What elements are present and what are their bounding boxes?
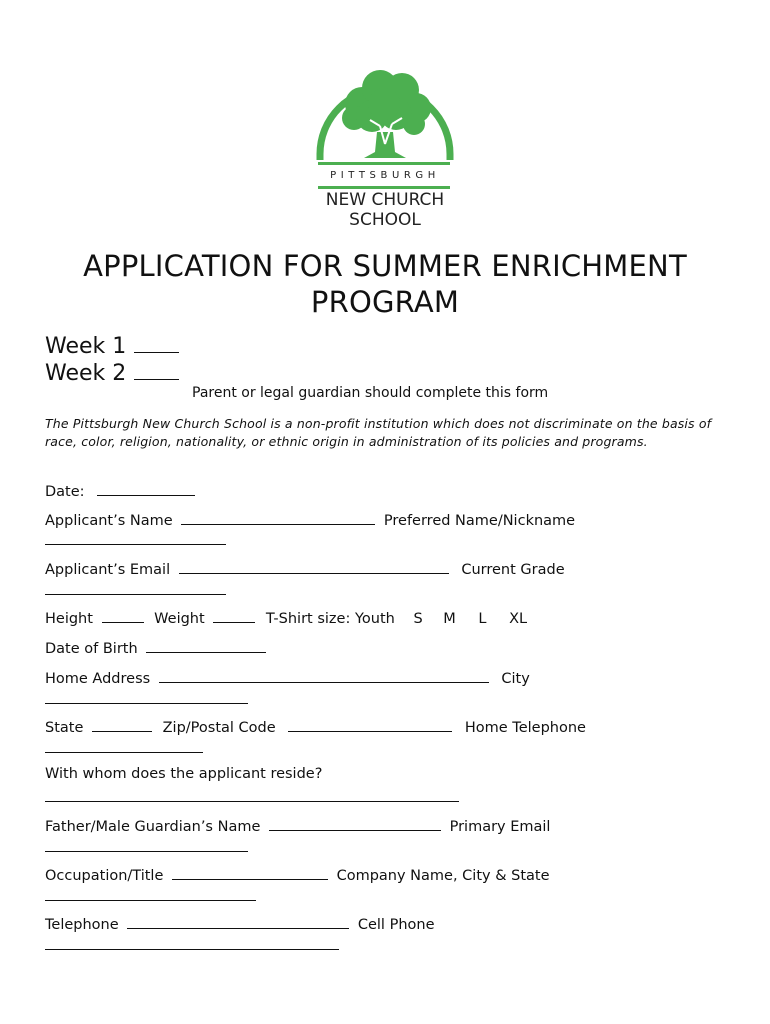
preferred-name-blank[interactable]: [45, 544, 226, 545]
applicant-name-blank[interactable]: [181, 509, 375, 525]
occupation-row: [45, 864, 550, 885]
cell-phone-blank[interactable]: [45, 949, 339, 950]
applicant-email-label: Applicant’s Email: [45, 562, 171, 578]
size-m[interactable]: M: [443, 611, 456, 627]
state-blank[interactable]: [92, 716, 152, 732]
height-blank[interactable]: [102, 607, 144, 623]
telephone-label: Telephone: [45, 917, 119, 933]
current-grade-blank[interactable]: [45, 594, 226, 595]
week-1-row: [45, 332, 179, 360]
logo-city: PITTSBURGH: [330, 170, 440, 181]
height-weight-row: [45, 607, 527, 628]
week-1-blank[interactable]: [134, 332, 179, 353]
applicant-email-row: [45, 558, 565, 579]
weight-label: Weight: [154, 611, 205, 627]
date-label: Date:: [45, 484, 85, 500]
school-logo: [314, 54, 456, 230]
telephone-blank[interactable]: [127, 913, 349, 929]
reside-blank[interactable]: [45, 801, 459, 802]
company-label: Company Name, City & State: [336, 868, 550, 884]
logo-name-line3: SCHOOL: [349, 210, 421, 230]
date-row: [45, 480, 199, 501]
size-l[interactable]: L: [478, 611, 487, 627]
home-address-blank[interactable]: [159, 667, 489, 683]
occupation-blank[interactable]: [172, 864, 328, 880]
reside-label: With whom does the applicant reside?: [45, 766, 323, 782]
page-title: APPLICATION FOR SUMMER ENRICHMENT PROGRAM: [83, 249, 687, 319]
reside-row: [45, 765, 322, 783]
policy-text: The Pittsburgh New Church School is a non-profit institution which does not discriminate on the basis of race, color, religion, nationality, or ethnic origin in administration of its policies and programs.: [45, 416, 712, 449]
preferred-name-label: Preferred Name/Nickname: [383, 513, 576, 529]
tshirt-label: T-Shirt size: Youth: [265, 611, 395, 627]
logo-band-bottom: [318, 186, 450, 189]
applicant-name-label: Applicant’s Name: [45, 513, 173, 529]
zip-label: Zip/Postal Code: [162, 720, 276, 736]
week-1-label: Week 1: [45, 334, 127, 359]
occupation-label: Occupation/Title: [45, 868, 164, 884]
state-label: State: [45, 720, 84, 736]
applicant-name-row: [45, 509, 575, 530]
dob-blank[interactable]: [146, 637, 266, 653]
weight-blank[interactable]: [213, 607, 255, 623]
size-s[interactable]: S: [413, 611, 423, 627]
city-blank[interactable]: [45, 703, 248, 704]
current-grade-label: Current Grade: [461, 562, 565, 578]
logo-name-line2: NEW CHURCH: [325, 190, 445, 210]
size-xl[interactable]: XL: [509, 611, 528, 627]
primary-email-label: Primary Email: [449, 819, 551, 835]
state-zip-row: [45, 716, 586, 737]
tree-icon: [314, 54, 456, 164]
applicant-email-blank[interactable]: [179, 558, 449, 574]
week-2-row: [45, 359, 179, 387]
home-address-label: Home Address: [45, 671, 151, 687]
primary-email-blank[interactable]: [45, 851, 248, 852]
height-label: Height: [45, 611, 93, 627]
city-label: City: [501, 671, 530, 687]
father-name-row: [45, 815, 550, 836]
instruction-text: Parent or legal guardian should complete this form: [192, 385, 549, 401]
father-name-blank[interactable]: [269, 815, 441, 831]
zip-blank[interactable]: [288, 716, 452, 732]
cell-phone-label: Cell Phone: [357, 917, 435, 933]
father-name-label: Father/Male Guardian’s Name: [45, 819, 261, 835]
week-2-blank[interactable]: [134, 359, 179, 380]
company-blank[interactable]: [45, 900, 256, 901]
telephone-row: [45, 913, 435, 934]
dob-label: Date of Birth: [45, 641, 138, 657]
date-blank[interactable]: [97, 480, 195, 496]
week-2-label: Week 2: [45, 361, 127, 386]
logo-band-top: [318, 162, 450, 165]
home-address-row: [45, 667, 530, 688]
dob-row: [45, 637, 270, 658]
home-phone-label: Home Telephone: [464, 720, 586, 736]
home-phone-blank[interactable]: [45, 752, 203, 753]
